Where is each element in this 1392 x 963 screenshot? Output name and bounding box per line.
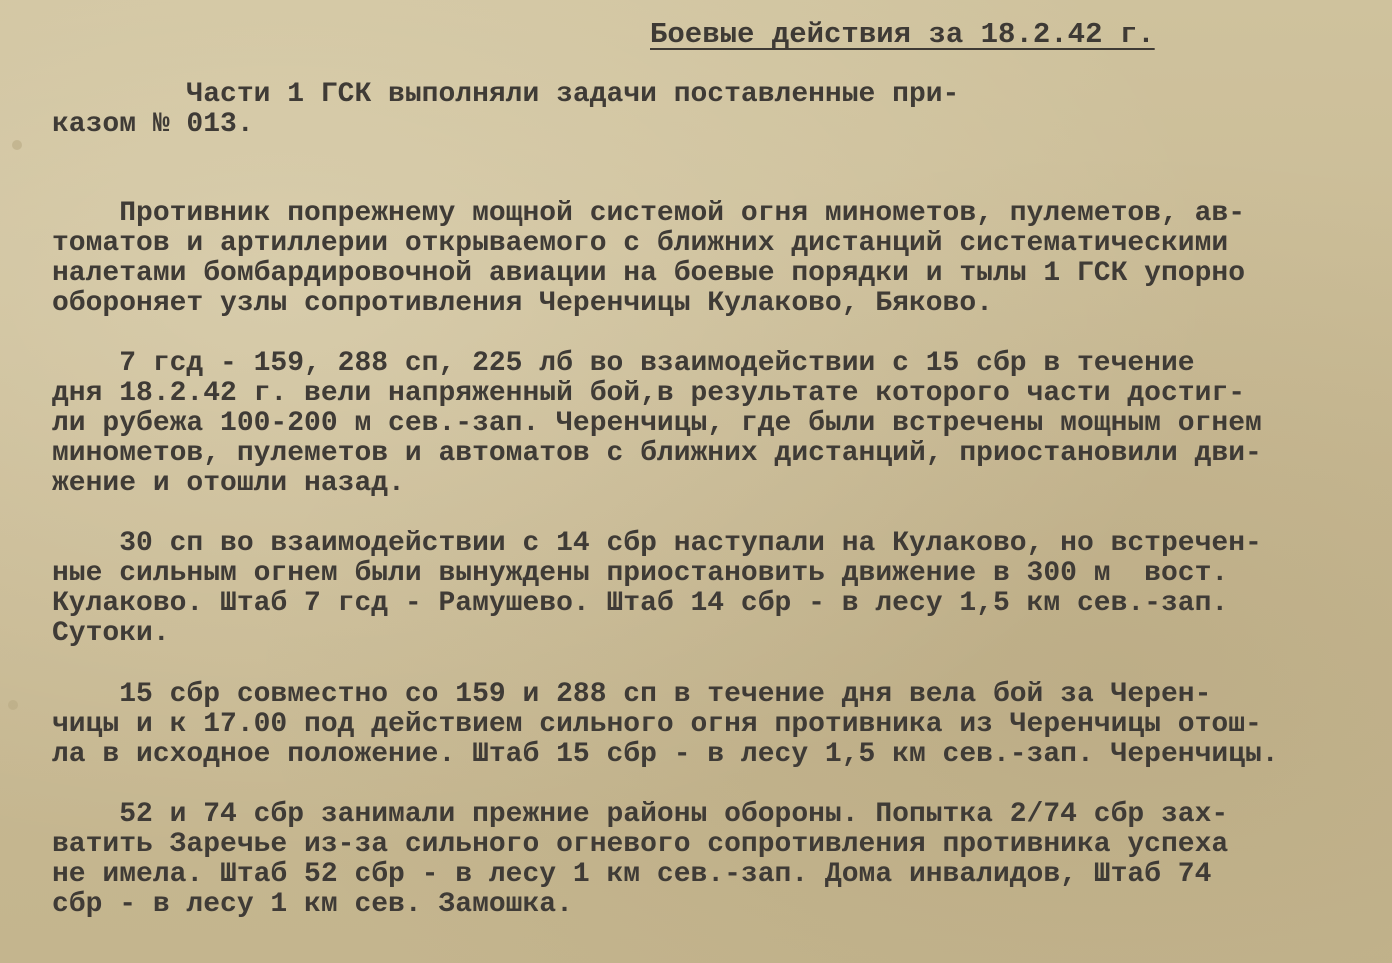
text-line: ные сильным огнем были вынуждены приостановить движение в 300 м вост. xyxy=(52,558,1229,589)
text-line: 52 и 74 сбр занимали прежние районы обороны. Попытка 2/74 сбр зах- xyxy=(52,799,1229,830)
text-line: Части 1 ГСК выполняли задачи поставленные при- xyxy=(52,79,960,110)
text-line: обороняет узлы сопротивления Черенчицы Кулаково, Бяково. xyxy=(52,288,993,319)
text-line: налетами бомбардировочной авиации на боевые порядки и тылы 1 ГСК упорно xyxy=(52,258,1245,289)
text-line: сбр - в лесу 1 км сев. Замошка. xyxy=(52,889,573,920)
text-line: ла в исходное положение. Штаб 15 сбр - в лесу 1,5 км сев.-зап. Черенчицы. xyxy=(52,739,1279,770)
text-line: Сутоки. xyxy=(52,618,170,649)
paper-blemish xyxy=(8,700,18,710)
text-line: томатов и артиллерии открываемого с ближних дистанций систематическими xyxy=(52,228,1229,259)
text-line: минометов, пулеметов и автоматов с ближних дистанций, приостановили дви- xyxy=(52,438,1262,469)
text-line: 15 сбр совместно со 159 и 288 сп в течение дня вела бой за Черен- xyxy=(52,679,1212,710)
text-line: казом № 013. xyxy=(52,109,254,140)
paper-blemish xyxy=(12,140,22,150)
document-title: Боевые действия за 18.2.42 г. xyxy=(650,18,1155,51)
text-line: ватить Заречье из-за сильного огневого сопротивления противника успеха xyxy=(52,829,1229,860)
text-line: Противник попрежнему мощной системой огня минометов, пулеметов, ав- xyxy=(52,198,1245,229)
text-line: жение и отошли назад. xyxy=(52,468,405,499)
text-line: чицы и к 17.00 под действием сильного огня противника из Черенчицы отош- xyxy=(52,709,1262,740)
text-line: дня 18.2.42 г. вели напряженный бой,в результате которого части достиг- xyxy=(52,378,1245,409)
text-line: 7 гсд - 159, 288 сп, 225 лб во взаимодействии с 15 сбр в течение xyxy=(52,348,1195,379)
text-line: 30 сп во взаимодействии с 14 сбр наступали на Кулаково, но встречен- xyxy=(52,528,1262,559)
text-line: Кулаково. Штаб 7 гсд - Рамушево. Штаб 14 сбр - в лесу 1,5 км сев.-зап. xyxy=(52,588,1229,619)
text-line: не имела. Штаб 52 сбр - в лесу 1 км сев.-зап. Дома инвалидов, Штаб 74 xyxy=(52,859,1212,890)
text-line: ли рубежа 100-200 м сев.-зап. Черенчицы, где были встречены мощным огнем xyxy=(52,408,1262,439)
